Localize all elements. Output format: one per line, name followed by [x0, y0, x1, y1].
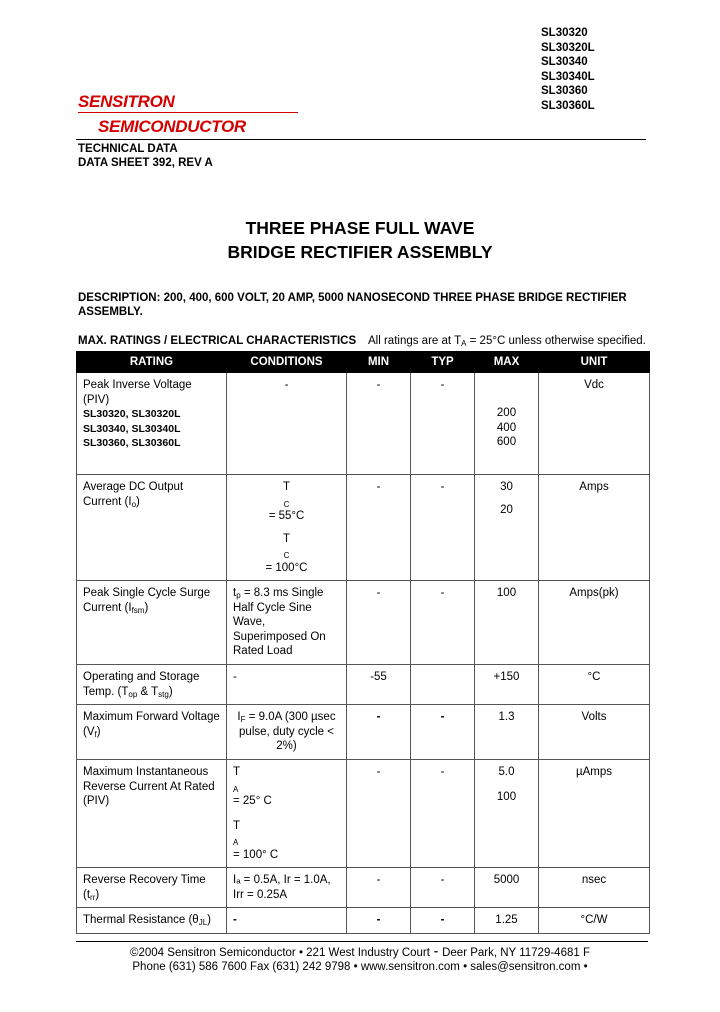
conditions-cell: $I_F = 9.0A$ (300 µsec pulse, duty cycle < 2%)	[227, 705, 347, 760]
brand-name-line2: SEMICONDUCTOR	[98, 117, 246, 136]
table-row	[77, 760, 650, 868]
table-row	[77, 705, 650, 760]
footer-contact: Phone (631) 586 7600 Fax (631) 242 9798 • www.sensitron.com • sales@sensitron.com •	[132, 961, 588, 973]
rating-cell: Average DC Output Current $(I_o)$	[77, 475, 227, 581]
max-ratings-note: All ratings are at $T_A = 25^\circ C$ unless otherwise specified.	[368, 335, 646, 348]
max-cell: 1.25	[475, 908, 539, 934]
min-cell: -	[347, 760, 411, 868]
min-cell: -	[347, 705, 411, 760]
technical-data-label: TECHNICAL DATA	[78, 143, 178, 155]
conditions-cell: -	[227, 665, 347, 705]
table-row	[77, 868, 650, 908]
brand-name-line1: SENSITRON	[78, 92, 175, 111]
min-cell: -	[347, 475, 411, 581]
part-number: SL30360L	[541, 99, 595, 112]
column-header: UNIT	[539, 352, 650, 373]
part-number: SL30340	[541, 56, 588, 69]
rating-cell: Thermal Resistance $(\theta_{JL})$	[77, 908, 227, 934]
conditions-cell: -	[227, 908, 347, 934]
document-title	[0, 216, 720, 264]
conditions-cell: $t_p = 8.3$ ms Single Half Cycle Sine Wave, Superimposed On Rated Load	[227, 581, 347, 665]
unit-cell: Amps(pk)	[539, 581, 650, 665]
table-row	[77, 475, 650, 581]
max-cell: 30 20	[475, 475, 539, 581]
unit-cell: Volts	[539, 705, 650, 760]
min-cell: -	[347, 868, 411, 908]
part-number: SL30360	[541, 85, 588, 98]
column-header: TYP	[411, 352, 475, 373]
typ-cell: -	[411, 705, 475, 760]
part-number: SL30320L	[541, 41, 595, 54]
part-list: SL30320, SL30320L SL30340, SL30340L SL30360, SL30360L	[83, 408, 181, 449]
unit-cell: °C/W	[539, 908, 650, 934]
footer-address: ©2004 Sensitron Semiconductor • 221 West Industry Court ⁃ Deer Park, NY 11729-4681 F	[130, 947, 590, 959]
min-cell: -55	[347, 665, 411, 705]
table-row	[77, 581, 650, 665]
data-sheet-label: DATA SHEET 392, REV A	[78, 157, 213, 169]
unit-cell: µAmps	[539, 760, 650, 868]
conditions-cell: Iₐ = 0.5A, Ir = 1.0A, Irr = 0.25A	[227, 868, 347, 908]
max-cell: 5000	[475, 868, 539, 908]
part-number: SL30320	[541, 27, 588, 39]
description: DESCRIPTION: 200, 400, 600 VOLT, 20 AMP, 5000 NANOSECOND THREE PHASE BRIDGE RECTIFIER ASSEMBLY.	[78, 292, 627, 318]
title-line2: BRIDGE RECTIFIER ASSEMBLY	[227, 242, 493, 262]
column-header: MIN	[347, 352, 411, 373]
conditions-cell: -	[227, 373, 347, 475]
conditions-cell: T $_C$ = 55°C T $_C$ = 100°C	[227, 475, 347, 581]
max-cell: 1.3	[475, 705, 539, 760]
max-ratings-heading: MAX. RATINGS / ELECTRICAL CHARACTERISTICS	[78, 335, 357, 347]
header-divider	[76, 139, 646, 140]
typ-cell: -	[411, 868, 475, 908]
rating-cell: Peak Inverse Voltage (PIV) SL30320, SL30320L SL30340, SL30340L SL30360, SL30360L	[77, 373, 227, 475]
part-number: SL30340L	[541, 70, 595, 83]
brand-underline	[78, 112, 298, 113]
rating-cell: Operating and Storage Temp. ($T_{op}$ & $T_{stg}$)	[77, 665, 227, 705]
document-header	[78, 142, 213, 170]
table-row	[77, 908, 650, 934]
rating-cell: Peak Single Cycle Surge Current $(I_{fsm})$	[77, 581, 227, 665]
unit-cell: °C	[539, 665, 650, 705]
unit-cell: nsec	[539, 868, 650, 908]
ratings-table	[76, 351, 650, 934]
typ-cell: -	[411, 581, 475, 665]
rating-cell: Maximum Forward Voltage $(V_f)$	[77, 705, 227, 760]
max-cell: +150	[475, 665, 539, 705]
typ-cell: -	[411, 760, 475, 868]
column-header: MAX	[475, 352, 539, 373]
typ-cell: -	[411, 373, 475, 475]
table-row	[77, 665, 650, 705]
max-cell: 5.0 100	[475, 760, 539, 868]
min-cell: -	[347, 908, 411, 934]
typ-cell	[411, 665, 475, 705]
typ-cell: -	[411, 908, 475, 934]
rating-cell: Reverse Recovery Time $(t_{rr})$	[77, 868, 227, 908]
unit-cell: Vdc	[539, 373, 650, 475]
column-header: RATING	[77, 352, 227, 373]
conditions-cell: T $_A$ = 25° C T $_A$ = 100° C	[227, 760, 347, 868]
rating-cell: Maximum Instantaneous Reverse Current At Rated (PIV)	[77, 760, 227, 868]
unit-cell: Amps	[539, 475, 650, 581]
part-number-list	[541, 26, 595, 114]
footer-divider	[76, 941, 648, 942]
max-cell: 200 400 600	[475, 373, 539, 475]
typ-cell: -	[411, 475, 475, 581]
max-cell: 100	[475, 581, 539, 665]
table-row	[77, 373, 650, 475]
title-line1: THREE PHASE FULL WAVE	[245, 218, 475, 238]
min-cell: -	[347, 373, 411, 475]
min-cell: -	[347, 581, 411, 665]
table-header-row	[77, 352, 650, 373]
column-header: CONDITIONS	[227, 352, 347, 373]
